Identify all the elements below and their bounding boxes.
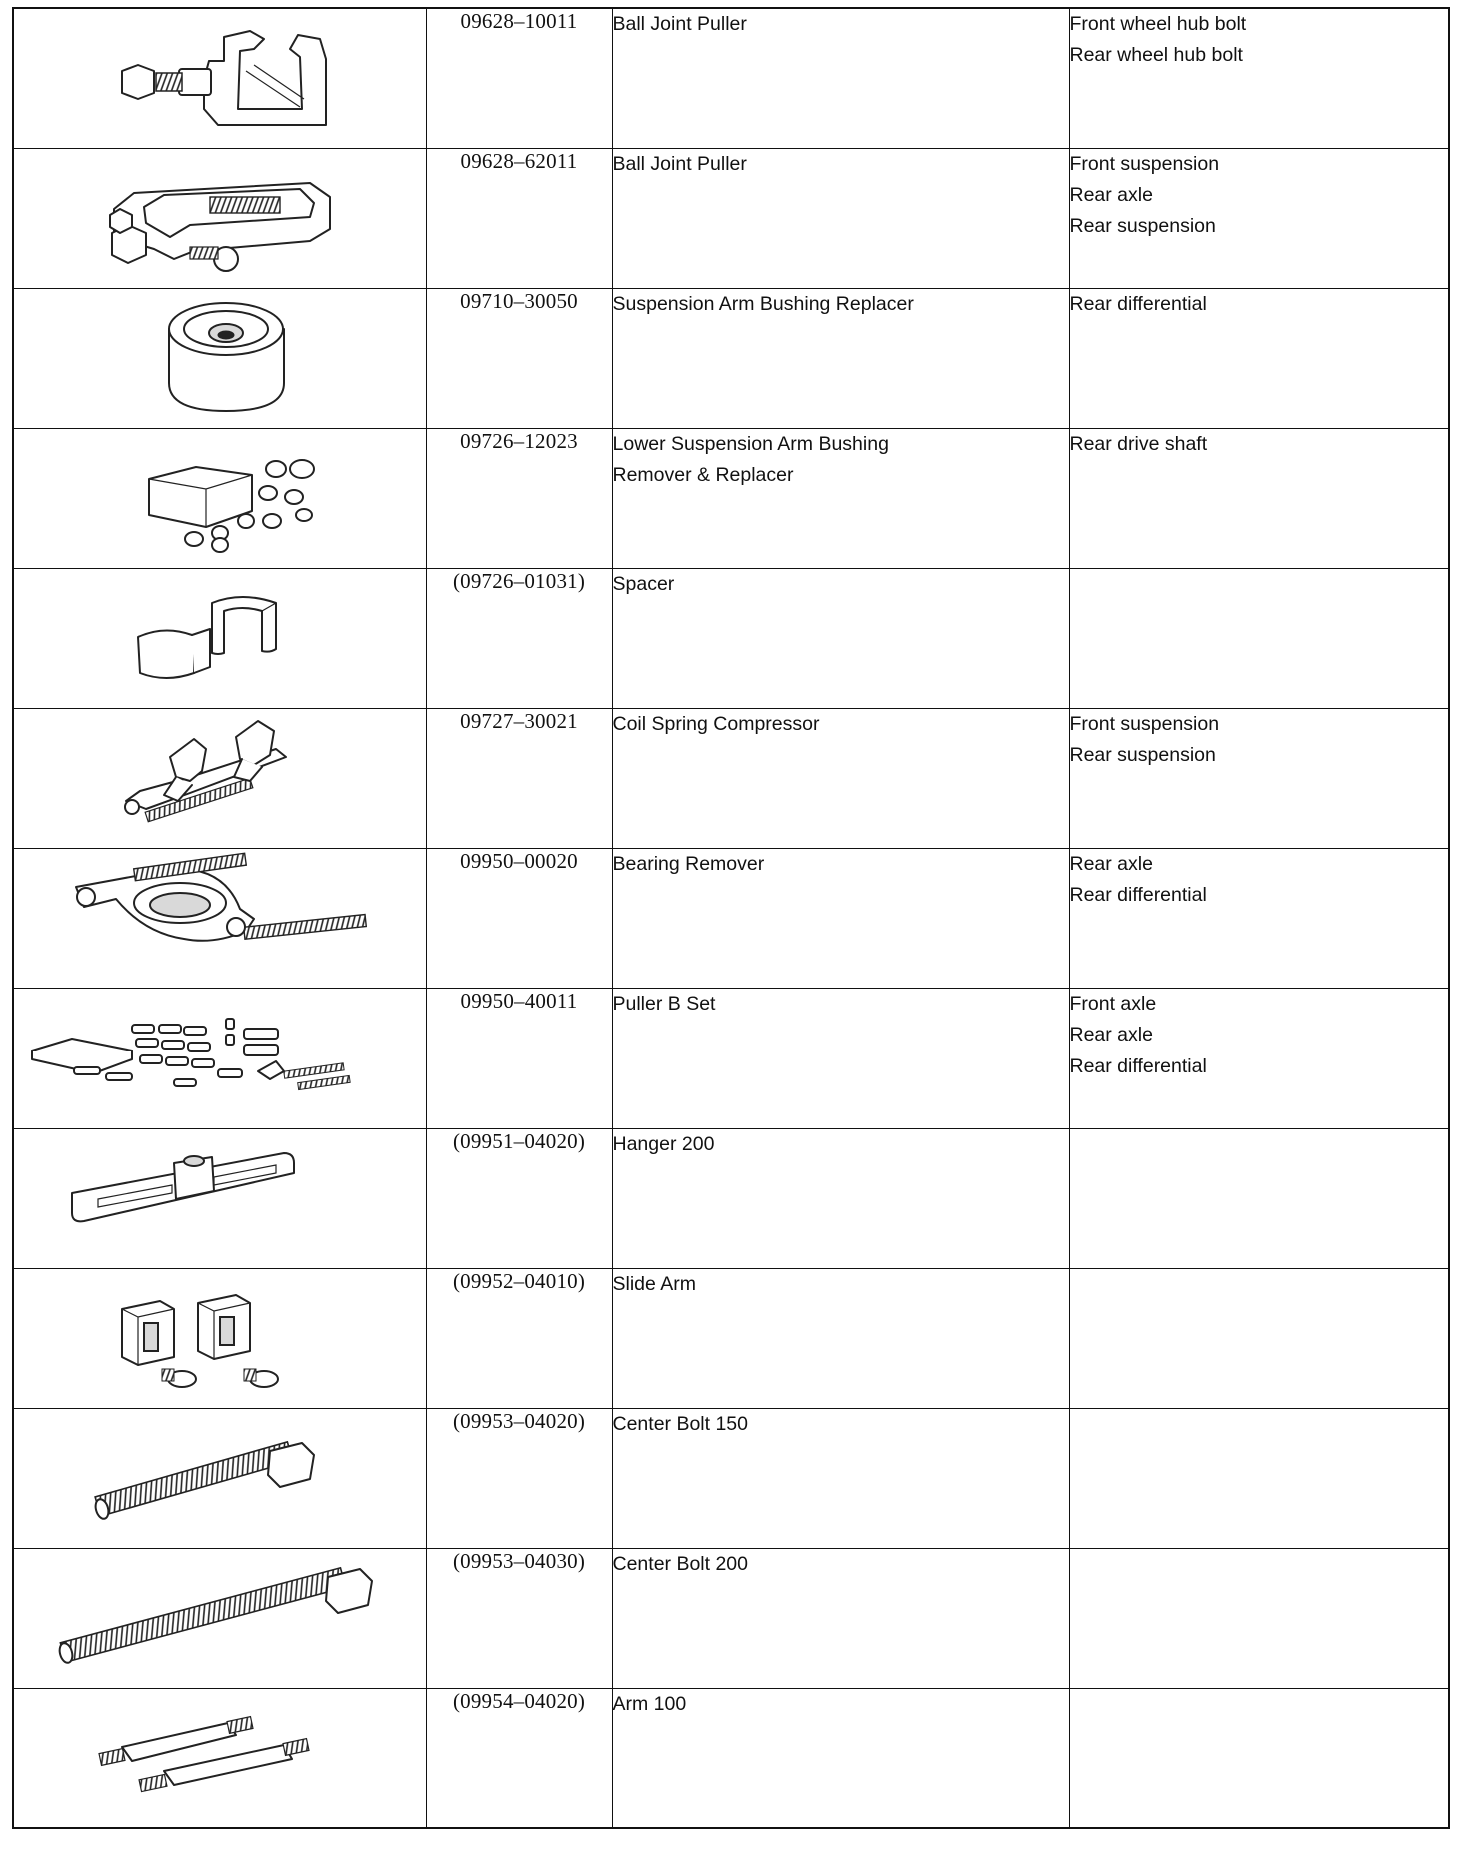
tool-name-line: Center Bolt 150 [612, 1412, 749, 1435]
tool-name [612, 1408, 1069, 1548]
tool-usage [1069, 568, 1449, 708]
part-number: 09950–40011 [426, 988, 612, 1128]
tool-name [612, 428, 1069, 568]
tool-illustration-cell [13, 1688, 426, 1828]
bushing-remover-kit-icon [14, 429, 427, 569]
coil-spring-compressor-icon [14, 709, 427, 849]
table-row [13, 568, 1449, 708]
usage-item: Rear axle [1069, 183, 1153, 206]
tool-usage [1069, 148, 1449, 288]
part-number: 09726–12023 [426, 428, 612, 568]
special-tools-table [12, 7, 1450, 1829]
table-row [13, 8, 1449, 148]
tool-illustration-cell [13, 8, 426, 148]
tool-name-line: Ball Joint Puller [612, 152, 747, 175]
part-number: 09950–00020 [426, 848, 612, 988]
tool-name-line: Bearing Remover [612, 852, 765, 875]
tool-illustration-cell [13, 848, 426, 988]
usage-item: Rear axle [1069, 1023, 1153, 1046]
part-number: 09727–30021 [426, 708, 612, 848]
tool-name [612, 1268, 1069, 1408]
tool-usage [1069, 1548, 1449, 1688]
tool-name-line: Hanger 200 [612, 1132, 715, 1155]
tool-name [612, 988, 1069, 1128]
usage-item: Rear wheel hub bolt [1069, 44, 1243, 66]
part-number: (09953–04020) [426, 1408, 612, 1548]
center-bolt-short-icon [14, 1409, 427, 1549]
table-row [13, 1548, 1449, 1688]
tool-usage [1069, 1268, 1449, 1408]
table-row [13, 288, 1449, 428]
tool-name-line: Spacer [612, 572, 675, 595]
part-number: 09628–10011 [426, 8, 612, 148]
tool-name-line: Remover & Replacer [612, 463, 794, 486]
tool-name-line: Ball Joint Puller [612, 13, 747, 35]
table-row [13, 148, 1449, 288]
usage-item: Front suspension [1069, 712, 1220, 735]
tool-illustration-cell [13, 1408, 426, 1548]
tool-name [612, 848, 1069, 988]
tool-name [612, 1548, 1069, 1688]
usage-item: Rear differential [1069, 1054, 1207, 1077]
table-row [13, 708, 1449, 848]
spacer-icon [14, 569, 427, 709]
tool-usage [1069, 1408, 1449, 1548]
tool-name-line: Center Bolt 200 [612, 1552, 749, 1575]
tool-name-line: Arm 100 [612, 1692, 687, 1715]
ball-joint-puller-frame-icon [14, 149, 427, 289]
tool-name [612, 708, 1069, 848]
tool-name-line: Coil Spring Compressor [612, 712, 820, 735]
tool-illustration-cell [13, 1548, 426, 1688]
center-bolt-long-icon [14, 1549, 427, 1689]
tool-illustration-cell [13, 988, 426, 1128]
tool-illustration-cell [13, 428, 426, 568]
tool-name [612, 1128, 1069, 1268]
usage-item: Rear differential [1069, 292, 1207, 315]
part-number: (09951–04020) [426, 1128, 612, 1268]
tool-name [612, 148, 1069, 288]
usage-item: Rear drive shaft [1069, 432, 1208, 455]
hanger-icon [14, 1129, 427, 1269]
part-number: (09953–04030) [426, 1548, 612, 1688]
tool-usage [1069, 708, 1449, 848]
tool-usage [1069, 848, 1449, 988]
usage-item: Rear axle [1069, 852, 1153, 875]
usage-item: Rear suspension [1069, 214, 1216, 237]
tool-usage [1069, 1128, 1449, 1268]
table-row [13, 1128, 1449, 1268]
tool-name [612, 568, 1069, 708]
tool-usage [1069, 288, 1449, 428]
table-row [13, 988, 1449, 1128]
table-row [13, 1408, 1449, 1548]
tool-usage [1069, 1688, 1449, 1828]
usage-item: Rear suspension [1069, 743, 1216, 766]
tool-illustration-cell [13, 568, 426, 708]
tool-usage [1069, 988, 1449, 1128]
usage-item: Front wheel hub bolt [1069, 13, 1247, 35]
puller-set-icon [14, 989, 427, 1129]
tool-name [612, 288, 1069, 428]
slide-arm-icon [14, 1269, 427, 1409]
part-number: 09710–30050 [426, 288, 612, 428]
table-row [13, 848, 1449, 988]
part-number: 09628–62011 [426, 148, 612, 288]
usage-item: Rear differential [1069, 883, 1207, 906]
tool-illustration-cell [13, 708, 426, 848]
bushing-replacer-icon [14, 289, 427, 429]
tool-name [612, 8, 1069, 148]
usage-item: Front suspension [1069, 152, 1220, 175]
tool-illustration-cell [13, 1268, 426, 1408]
part-number: (09954–04020) [426, 1688, 612, 1828]
tool-name-line: Suspension Arm Bushing Replacer [612, 292, 914, 315]
table-row [13, 1268, 1449, 1408]
tool-name-line: Puller B Set [612, 992, 716, 1015]
tool-illustration-cell [13, 1128, 426, 1268]
arm-icon [14, 1689, 427, 1829]
usage-item: Front axle [1069, 992, 1157, 1015]
tool-name-line: Lower Suspension Arm Bushing [612, 432, 889, 455]
part-number: (09952–04010) [426, 1268, 612, 1408]
ball-joint-puller-icon [14, 9, 427, 149]
part-number: (09726–01031) [426, 568, 612, 708]
tool-usage [1069, 428, 1449, 568]
table-row [13, 428, 1449, 568]
tool-name [612, 1688, 1069, 1828]
table-row [13, 1688, 1449, 1828]
tool-name-line: Slide Arm [612, 1272, 696, 1295]
tool-illustration-cell [13, 148, 426, 288]
tool-illustration-cell [13, 288, 426, 428]
tool-usage [1069, 8, 1449, 148]
bearing-remover-icon [14, 849, 427, 989]
